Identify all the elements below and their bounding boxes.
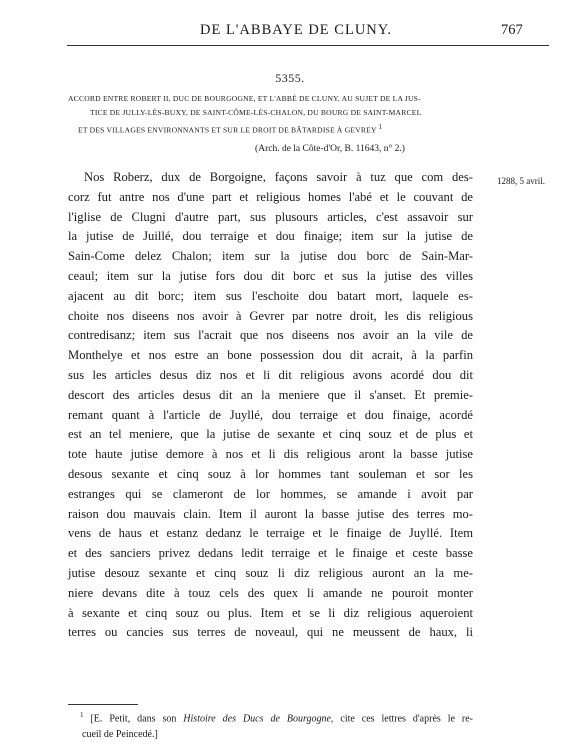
text-line: Nos Roberz, dux de Borgoigne, façons savoir à tuz que com des- bbox=[84, 170, 473, 184]
text-line: Sain-Come delez Chalon; item sur la jutise dou borc de Sain-Mar- bbox=[68, 249, 473, 264]
footnote bbox=[68, 707, 473, 743]
footnote-text-before: [E. Petit, dans son bbox=[90, 713, 184, 725]
text-line: terres ou cancies sus terres de noveaul, qui ne meussent de haux, li bbox=[68, 625, 473, 640]
page-header bbox=[0, 22, 580, 42]
text-line: et des sanciers privez dedans ledit terraige et le finaige et ceste basse bbox=[68, 546, 473, 561]
footnote-marker: 1 bbox=[80, 711, 84, 719]
footnote-rule bbox=[68, 704, 138, 705]
margin-date: 1288, 5 avril. bbox=[497, 176, 545, 186]
text-line: corz fut antre nos d'une part et religious homes l'abé et le couvant de bbox=[68, 189, 473, 204]
text-line: remant quant à l'article de Juyllé, dou terraige et dou finaige, acordé bbox=[68, 407, 473, 422]
text-line: tote haute jutise demore à nos et li dis religious aront la basse jutise bbox=[68, 447, 473, 462]
summary-line: ACCORD ENTRE ROBERT II, DUC DE BOURGOGNE, ET L'ABBÉ DE CLUNY, AU SUJET DE LA JUS- bbox=[68, 94, 421, 103]
text-line: la jutise de Juillé, dou terraige et dou finaige; item sur la jutise de bbox=[68, 229, 473, 244]
summary-line bbox=[68, 120, 548, 138]
text-line: estranges qui se clameront de lor hommes, se amande i avoit par bbox=[68, 486, 473, 501]
text-line: choite nos diseens nos avoir à Gevrer par notre droit, les dis religious bbox=[68, 308, 473, 323]
text-line: raison dou mauvais clain. Item il auront la basse jutise des terres mo- bbox=[68, 506, 473, 521]
footnote-text-after: , cite ces lettres d'après le re- bbox=[330, 713, 474, 725]
text-line: niere devans dite à touz cels des quex li amande ne pouroit monter bbox=[68, 585, 473, 600]
text-line: contredisanz; item sus l'acrait que nos diseens nos avoir an la vile de bbox=[68, 328, 473, 343]
document-number: 5355. bbox=[275, 71, 305, 85]
summary-footnote-marker: 1 bbox=[378, 123, 383, 131]
text-line: sus les articles desus diz nos et li dit religious avons acordé dou dit bbox=[68, 367, 473, 382]
text-line: descort des articles desus dit an la meniere que il s'anset. Et premie- bbox=[68, 387, 473, 402]
text-line: ajacent au dit borc; item sus l'eschoite dou batart mort, laquele es- bbox=[68, 288, 473, 303]
footnote-line: cueil de Peincedé.] bbox=[82, 729, 158, 741]
page-number: 767 bbox=[501, 22, 523, 38]
footnote-book-title: Histoire des Ducs de Bourgogne bbox=[183, 713, 331, 725]
text-line: à sexante et cinq souz ou plus. Item et se li diz religious aqueroient bbox=[68, 605, 473, 620]
archival-source: (Arch. de la Côte-d'Or, B. 11643, n° 2.) bbox=[255, 144, 405, 154]
text-line: vens de haus et estanz dedanz le terraige et le finaige de Juyllé. Item bbox=[68, 526, 473, 541]
text-line: desous sexante et cinq souz à lor hommes tant souleman et sor les bbox=[68, 466, 473, 481]
summary-line-text: ET DES VILLAGES ENVIRONNANTS ET SUR LE DROIT DE BÂTARDISE À GEVREY bbox=[78, 125, 377, 135]
text-line: l'iglise de Clugni d'autre part, sus plusours articles, c'est assavoir sur bbox=[68, 209, 473, 224]
charter-text bbox=[68, 168, 473, 643]
text-line: est an tel meniere, que la jutise de sexante et cinq souz et de plus et bbox=[68, 427, 473, 442]
footnote-line bbox=[68, 707, 473, 727]
summary-line: TICE DE JULLY-LÈS-BUXY, DE SAINT-CÔME-LÈS-CHALON, DU BOURG DE SAINT-MARCEL bbox=[90, 108, 422, 117]
text-line: jutise desouz sexante et cinq souz li diz religious auront an la me- bbox=[68, 565, 473, 580]
text-line: Monthelye et nos estre an bone possession dou dit acrait, à la parfin bbox=[68, 348, 473, 363]
document-summary bbox=[68, 92, 548, 138]
running-title: DE L'ABBAYE DE CLUNY. bbox=[200, 22, 392, 38]
header-rule bbox=[67, 45, 549, 46]
text-line: ceaul; item sur la jutise fors dou dit borc et sus la jutise des villes bbox=[68, 268, 473, 283]
